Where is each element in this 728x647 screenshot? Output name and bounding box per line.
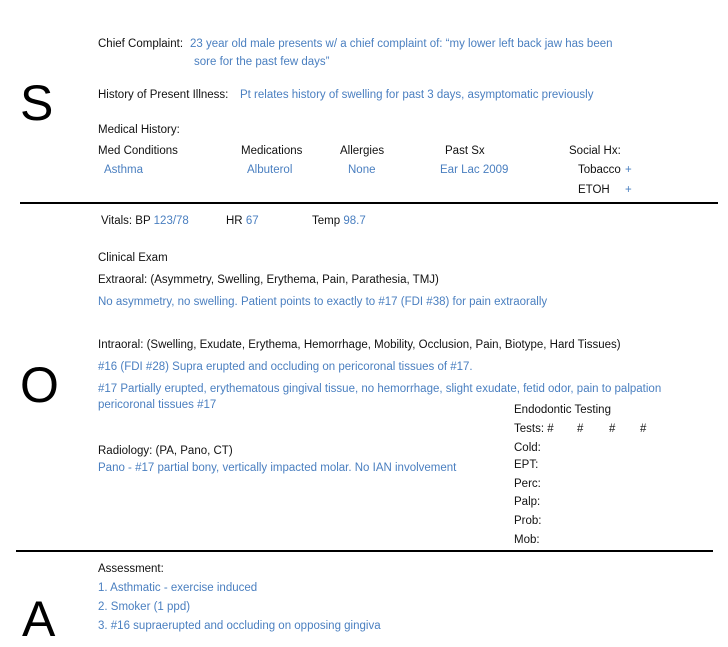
chief-complaint-line2: sore for the past few days”	[194, 56, 330, 68]
hpi-value: Pt relates history of swelling for past 3 days, asymptomatic previously	[240, 89, 594, 101]
section-letter-s: S	[20, 75, 54, 131]
endo-row-cold: Cold:	[514, 442, 541, 454]
social-etoh-value: +	[625, 184, 632, 196]
hr-label: HR	[226, 215, 243, 227]
medical-history-label: Medical History:	[98, 124, 180, 136]
assessment-item-1: 1. Asthmatic - exercise induced	[98, 582, 258, 594]
assessment-item-2: 2. Smoker (1 ppd)	[98, 601, 191, 613]
endo-row-perc: Perc:	[514, 478, 541, 490]
endo-tests-label: Tests: #	[514, 423, 554, 435]
radiology-criteria: : (PA, Pano, CT)	[149, 445, 233, 457]
bp-value: 123/78	[153, 215, 189, 227]
intraoral-line	[98, 339, 621, 351]
social-etoh-label: ETOH	[578, 184, 610, 196]
social-tobacco-value: +	[625, 164, 632, 176]
intraoral-finding-2a: #17 Partially erupted, erythematous gingival tissue, no hemorrhage, slight exudate, fetid odor, pain to palpation	[98, 383, 662, 395]
endo-tooth-col-3: #	[609, 423, 616, 435]
section-letter-o: O	[20, 357, 59, 413]
hr-line	[226, 215, 259, 227]
intraoral-finding-1: #16 (FDI #28) Supra erupted and occluding on pericoronal tissues of #17.	[98, 361, 473, 373]
extraoral-criteria: : (Asymmetry, Swelling, Erythema, Pain, Parathesia, TMJ)	[144, 274, 439, 286]
vitals-line	[101, 215, 189, 227]
header-medications: Medications	[241, 145, 303, 157]
chief-complaint-line1: 23 year old male presents w/ a chief complaint of: “my lower left back jaw has been	[190, 38, 613, 50]
endo-tooth-col-2: #	[577, 423, 584, 435]
endo-testing-title: Endodontic Testing	[514, 404, 611, 416]
assessment-label: Assessment:	[98, 563, 164, 575]
value-med-conditions: Asthma	[104, 164, 143, 176]
value-past-sx: Ear Lac 2009	[440, 164, 509, 176]
endo-row-prob: Prob:	[514, 515, 542, 527]
extraoral-finding: No asymmetry, no swelling. Patient points to exactly to #17 (FDI #38) for pain extraorally	[98, 296, 548, 308]
temp-value: 98.7	[343, 215, 366, 227]
bp-label: : BP	[128, 215, 151, 227]
chief-complaint-label: Chief Complaint:	[98, 38, 184, 50]
header-allergies: Allergies	[340, 145, 385, 157]
radiology-finding: Pano - #17 partial bony, vertically impacted molar. No IAN involvement	[98, 462, 457, 474]
header-past-sx: Past Sx	[445, 145, 485, 157]
temp-label: Temp	[312, 215, 341, 227]
divider-s-o	[20, 202, 718, 204]
intraoral-label: Intraoral	[98, 339, 141, 351]
social-tobacco-label: Tobacco	[578, 164, 621, 176]
intraoral-criteria: : (Swelling, Exudate, Erythema, Hemorrhage, Mobility, Occlusion, Pain, Biotype, Hard Tissues)	[140, 339, 621, 351]
intraoral-finding-2b: pericoronal tissues #17	[98, 399, 217, 411]
header-social-hx: Social Hx:	[569, 145, 621, 157]
endo-row-mob: Mob:	[514, 534, 540, 546]
hr-value: 67	[245, 215, 259, 227]
radiology-line	[98, 445, 233, 457]
vitals-label: Vitals	[101, 215, 129, 227]
assessment-item-3: 3. #16 supraerupted and occluding on opposing gingiva	[98, 620, 381, 632]
temp-line	[312, 215, 366, 227]
header-med-conditions: Med Conditions	[98, 145, 178, 157]
clinical-exam-label: Clinical Exam	[98, 252, 168, 264]
section-letter-a: A	[22, 591, 56, 647]
extraoral-line	[98, 274, 439, 286]
endo-tooth-col-4: #	[640, 423, 647, 435]
value-allergies: None	[348, 164, 376, 176]
divider-o-a	[16, 550, 713, 552]
extraoral-label: Extraoral	[98, 274, 145, 286]
endo-row-ept: EPT:	[514, 459, 539, 471]
radiology-label: Radiology	[98, 445, 150, 457]
hpi-label: History of Present Illness:	[98, 89, 229, 101]
endo-row-palp: Palp:	[514, 496, 541, 508]
value-medications: Albuterol	[247, 164, 293, 176]
